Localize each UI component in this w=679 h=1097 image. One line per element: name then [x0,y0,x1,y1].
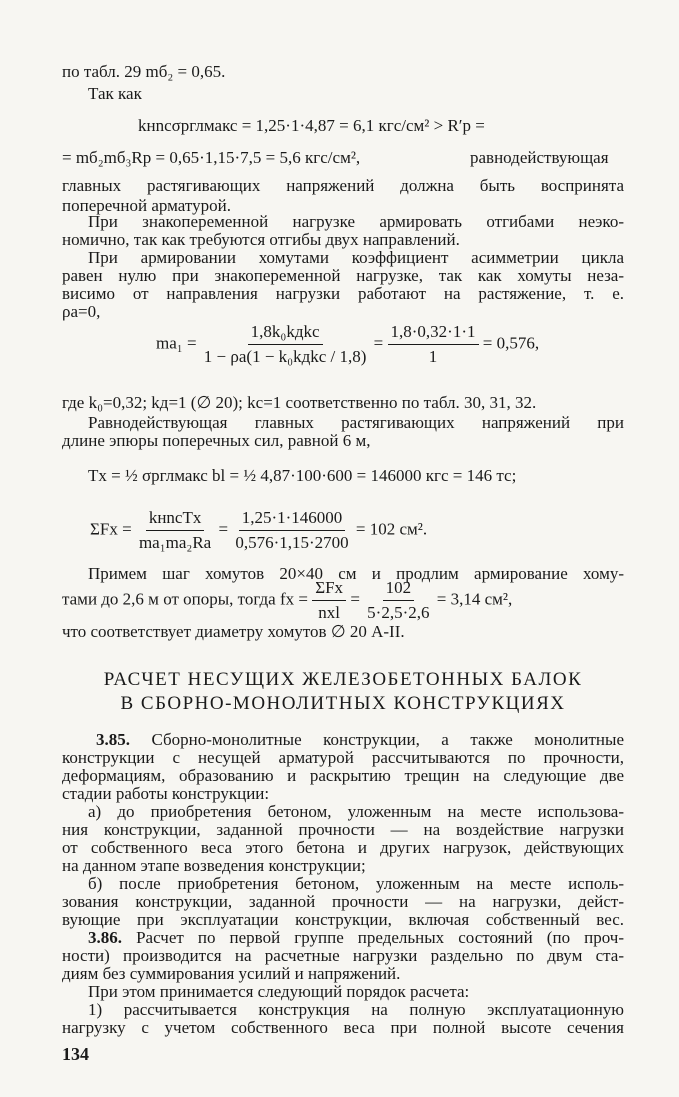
text-line: поперечной арматурой. [62,196,231,215]
text-line: диям без суммирования усилий и напряжений. [62,964,401,983]
fraction [388,322,479,367]
clause-number: 3.85. [96,730,130,749]
text-line: При знакопеременной нагрузке армировать отгибами неэко- [88,212,624,231]
numerator: 1,25·1·146000 [239,508,346,531]
page-number: 134 [62,1044,89,1064]
formula-result: = 3,14 см², [436,589,513,609]
clause-number: 3.86. [88,928,122,947]
text-line: б) после приобретения бетоном, уложенным на месте исполь- [88,874,624,893]
text-line: ния конструкции, заданной прочности — на воздействие нагрузки [62,820,624,839]
text-line: вующие при эксплуатации конструкции, включая собственный вес. [62,910,624,929]
fraction [201,322,370,367]
text-line: нагрузку с учетом собственного веса при полной высоте сечения [62,1018,624,1037]
denominator: 1 − ρа(1 − k₀kдkс / 1,8) [203,347,367,366]
section-heading-line1: РАСЧЕТ НЕСУЩИХ ЖЕЛЕЗОБЕТОННЫХ БАЛОК [103,669,583,690]
text-line: равен нулю при знакопеременной нагрузке, так как хомуты неза- [62,266,624,285]
text-line: длине эпюры поперечных сил, равной 6 м, [62,431,371,450]
text-line: главных растягивающих напряжений должна быть воспринята [62,176,624,195]
fraction [232,508,351,553]
fraction [364,578,432,623]
text-line: номично, так как требуются отгибы двух направлений. [62,230,460,249]
numerator: 102 [383,578,415,601]
equals-sign: = [218,519,229,539]
text-line: что соответствует диаметру хомутов ∅ 20 А-II. [62,622,405,641]
text-fragment: тами до 2,6 м от опоры, тогда fх = [62,589,308,609]
text-line: При этом принимается следующий порядок расчета: [88,982,470,1001]
text-fragment: равнодействующая [470,148,609,167]
text-line: ρа=0, [62,302,101,321]
text-line: При армировании хомутами коэффициент асимметрии цикла [88,248,624,267]
denominator: 1 [428,347,438,366]
text-fragment: Расчет по первой группе предельных состояний (по проч- [136,928,625,947]
text-line: а) до приобретения бетоном, уложенным на месте использова- [88,802,624,821]
formula-lhs: mа₁ = [156,333,197,353]
paragraph-3-86-line [88,928,624,948]
text-line: зования конструкции, заданной прочности — на нагрузки, дейст- [62,892,624,911]
formula-line: kнnсσрглмакс = 1,25·1·4,87 = 6,1 кгс/см² > R′р = [138,116,485,135]
equals-sign: = [373,333,384,353]
numerator: 1,8k₀kдkс [248,322,323,345]
text-line: по табл. 29 mб₂ = 0,65. [62,62,226,81]
numerator: kнnсTх [146,508,205,531]
formula-result: = 102 см². [355,519,428,539]
text-line: деформациям, образованию и раскрытию трещин на следующие две [62,766,624,785]
text-line: от собственного веса этого бетона и других нагрузок, действующих [62,838,624,857]
formula-line: Tх = ½ σрглмакс bl = ½ 4,87·100·600 = 146000 кгс = 146 тс; [88,466,517,485]
formula-lhs: ΣFх = [90,519,132,539]
text-line: где k₀=0,32; kд=1 (∅ 20); kс=1 соответственно по табл. 30, 31, 32. [62,393,537,412]
formula-ma1 [156,322,539,367]
text-line: конструкции с несущей арматурой рассчитываются по прочности, [62,748,624,767]
text-line: на данном этапе возведения конструкции; [62,856,366,875]
formula-line: = mб₂mб₃Rр = 0,65·1,15·7,5 = 5,6 кгс/см², [62,148,361,167]
formula-fx-line [62,578,512,623]
text-line: 1) рассчитывается конструкция на полную эксплуатационную [88,1000,624,1019]
denominator: nхl [318,603,340,622]
equals-sign: = [350,589,360,609]
numerator: 1,8·0,32·1·1 [388,322,479,345]
text-line: Примем шаг хомутов 20×40 см и продлим армирование хому- [88,564,624,583]
denominator: mа₁mа₂Rа [138,533,212,552]
paragraph-3-85-line [96,730,624,750]
numerator: ΣFх [312,578,346,601]
text-line: Равнодействующая главных растягивающих напряжений при [88,413,624,432]
text-line: стадии работы конструкции: [62,784,270,803]
text-line: висимо от направления нагрузки работают на растяжение, т. е. [62,284,624,303]
formula-sumfx [90,508,427,553]
fraction [136,508,214,553]
denominator: 0,576·1,15·2700 [235,533,349,552]
denominator: 5·2,5·2,6 [367,603,430,622]
text-fragment: Сборно-монолитные конструкции, а также монолитные [151,730,624,749]
formula-result: = 0,576, [482,333,540,353]
text-line: ности) производится на расчетные нагрузки раздельно по двум ста- [62,946,624,965]
section-heading-line2: В СБОРНО-МОНОЛИТНЫХ КОНСТРУКЦИЯХ [120,693,566,714]
fraction [312,578,346,623]
text-line: Так как [88,84,142,103]
